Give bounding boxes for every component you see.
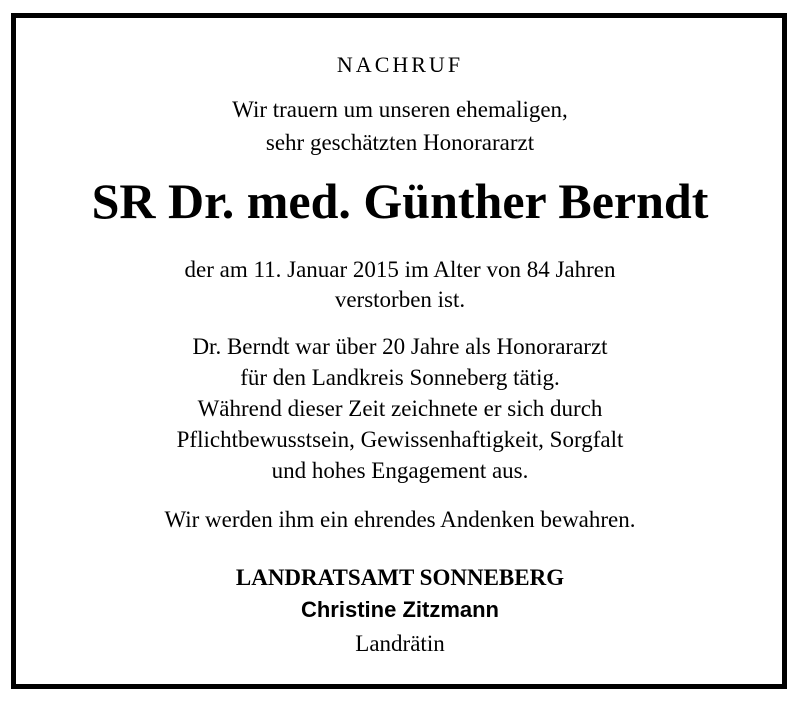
organization-name: LANDRATSAMT SONNEBERG xyxy=(235,565,565,590)
deceased-name: SR Dr. med. Günther Berndt xyxy=(91,173,709,229)
notice-heading: NACHRUF xyxy=(336,52,464,77)
tribute-line-5: und hohes Engagement aus. xyxy=(271,458,529,483)
signer-title: Landrätin xyxy=(355,631,445,656)
closing-line: Wir werden ihm ein ehrendes Andenken bewahren. xyxy=(164,507,636,532)
death-info-line-2: verstorben ist. xyxy=(334,287,466,312)
tribute-line-1: Dr. Berndt war über 20 Jahre als Honorararzt xyxy=(192,334,608,359)
tribute-line-2: für den Landkreis Sonneberg tätig. xyxy=(240,365,560,390)
intro-line-2: sehr geschätzten Honorararzt xyxy=(265,130,535,155)
tribute-line-4: Pflichtbewusstsein, Gewissenhaftigkeit, Sorgfalt xyxy=(176,427,624,452)
intro-line-1: Wir trauern um unseren ehemaligen, xyxy=(232,97,568,122)
death-info-line-1: der am 11. Januar 2015 im Alter von 84 Jahren xyxy=(184,257,616,282)
tribute-line-3: Während dieser Zeit zeichnete er sich durch xyxy=(197,396,603,421)
signer-name: Christine Zitzmann xyxy=(300,597,499,622)
